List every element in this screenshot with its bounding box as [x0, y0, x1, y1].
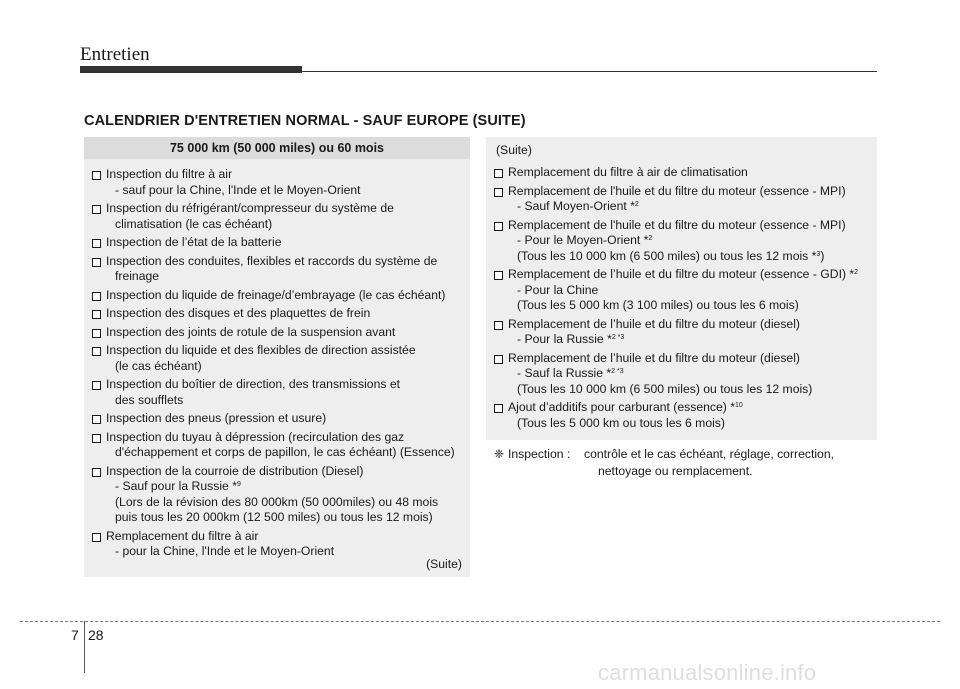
item-text	[508, 218, 869, 265]
item-line	[106, 411, 462, 427]
checkbox-icon	[494, 188, 503, 197]
checklist-item	[92, 325, 462, 341]
maintenance-column-left	[84, 137, 470, 577]
continued-label-top: (Suite)	[496, 143, 532, 157]
item-line-text: - Sauf pour la Russie *	[115, 479, 237, 493]
note-text	[584, 446, 877, 480]
checklist-item	[92, 201, 462, 232]
checklist-item	[494, 317, 869, 348]
item-line-text: Inspection des conduites, flexibles et raccords du système de	[106, 253, 438, 268]
watermark: carmanualsonline.info	[598, 660, 817, 685]
item-line	[508, 199, 869, 215]
item-line-text: freinage	[115, 269, 160, 283]
item-line	[106, 544, 462, 560]
note-symbol-icon: ❈	[494, 447, 505, 461]
item-line-text: Remplacement de l’huile et du filtre du moteur (diesel)	[508, 350, 800, 365]
item-line	[106, 495, 462, 511]
checkbox-icon	[92, 434, 101, 443]
item-text	[106, 167, 462, 198]
footnote-marker: 2 *3	[611, 368, 624, 375]
left-item-list	[84, 159, 470, 560]
checkbox-icon	[92, 171, 101, 180]
item-line	[106, 306, 462, 322]
item-line-text: Inspection de l’état de la batterie	[106, 235, 282, 249]
checklist-item	[92, 288, 462, 304]
footer-dashed-rule	[20, 621, 940, 622]
checkbox-icon	[92, 347, 101, 356]
item-line	[106, 529, 462, 545]
footnote-marker: 2 *3	[611, 334, 625, 341]
item-line	[508, 351, 869, 367]
footnote-marker: 2	[854, 269, 859, 276]
item-line-text: - Pour la Russie *	[517, 332, 612, 346]
checklist-item	[494, 267, 869, 314]
item-line-text: Remplacement de l'huile et du filtre du moteur (essence - MPI)	[508, 217, 846, 232]
checklist-item	[494, 184, 869, 215]
item-text	[106, 411, 462, 427]
item-line-text: - Sauf Moyen-Orient *	[517, 199, 635, 213]
item-line-text: Inspection du réfrigérant/compresseur du système de	[106, 201, 394, 215]
checkbox-icon	[494, 271, 503, 280]
checklist-item	[92, 343, 462, 374]
item-line-text: climatisation (le cas échéant)	[115, 216, 273, 231]
item-text	[106, 529, 462, 560]
item-line-text: (Tous les 10 000 km (6 500 miles) ou tous les 12 mois)	[517, 381, 813, 396]
item-line	[508, 382, 869, 398]
item-line	[106, 217, 462, 233]
item-line	[508, 267, 869, 283]
item-line-text: Inspection des pneus (pression et usure)	[106, 411, 327, 425]
header-bar	[80, 66, 302, 73]
item-line-text: Inspection du filtre à air	[106, 167, 233, 181]
item-line-text: Inspection du liquide de freinage/d’embrayage (le cas échéant)	[106, 287, 446, 302]
item-line-text: - Pour le Moyen-Orient *	[517, 233, 649, 247]
item-text	[106, 201, 462, 232]
checkbox-icon	[494, 321, 503, 330]
item-line-text: Inspection du tuyau à dépression (recirculation des gaz	[106, 429, 405, 444]
inspection-note	[494, 446, 877, 480]
checklist-item	[494, 351, 869, 398]
maintenance-column-right	[486, 137, 877, 440]
item-line	[106, 343, 462, 359]
item-text	[106, 254, 462, 285]
footnote-marker: 9	[236, 481, 241, 488]
item-text	[106, 377, 462, 408]
checkbox-icon	[494, 355, 503, 364]
item-line	[106, 445, 462, 461]
section-title: CALENDRIER D'ENTRETIEN NORMAL - SAUF EUROPE (SUITE)	[84, 113, 526, 129]
item-line	[508, 218, 869, 234]
header-rule	[302, 71, 877, 72]
right-item-list	[486, 165, 877, 431]
item-line	[508, 165, 869, 181]
checkbox-icon	[92, 381, 101, 390]
item-line-text: - Pour la Chine	[517, 282, 599, 297]
checkbox-icon	[92, 292, 101, 301]
checklist-item	[494, 400, 869, 431]
item-line	[508, 249, 869, 265]
checkbox-icon	[92, 415, 101, 424]
item-line	[508, 283, 869, 299]
item-line	[106, 235, 462, 251]
item-line	[106, 167, 462, 183]
item-line	[106, 377, 462, 393]
item-text	[508, 400, 869, 431]
checkbox-icon	[92, 205, 101, 214]
checklist-item	[92, 306, 462, 322]
item-line-text: (Tous les 5 000 km (3 100 miles) ou tous les 6 mois)	[517, 298, 799, 312]
checkbox-icon	[92, 258, 101, 267]
item-line	[508, 400, 869, 416]
item-line-text: d'échappement et corps de papillon, le cas échéant) (Essence)	[115, 445, 455, 459]
checkbox-icon	[92, 533, 101, 542]
interval-heading: 75 000 km (50 000 miles) ou 60 mois	[84, 137, 470, 159]
item-line	[106, 510, 462, 526]
item-line-text: (Lors de la révision des 80 000km (50 000miles) ou 48 mois	[115, 494, 439, 509]
item-text	[508, 317, 869, 348]
checklist-item	[494, 218, 869, 265]
footnote-marker: 10	[734, 402, 743, 409]
item-line-text: (Tous les 5 000 km ou tous les 6 mois)	[517, 415, 725, 430]
chapter-title: Entretien	[80, 44, 150, 65]
item-line-text: - pour la Chine, l'Inde et le Moyen-Orient	[115, 544, 335, 558]
item-line-text: des soufflets	[115, 392, 184, 407]
item-line	[508, 184, 869, 200]
item-line-text: Remplacement de l'huile et du filtre du moteur (essence - MPI)	[508, 183, 846, 198]
item-line-text: Inspection des joints de rotule de la suspension avant	[106, 324, 396, 339]
checkbox-icon	[92, 329, 101, 338]
item-text	[106, 235, 462, 251]
item-line	[508, 366, 869, 382]
note-text-line1: contrôle et le cas échéant, réglage, correction,	[584, 447, 834, 461]
item-text	[106, 288, 462, 304]
item-text	[106, 325, 462, 341]
item-line-text: Remplacement du filtre à air de climatisation	[508, 165, 748, 179]
item-text	[508, 351, 869, 398]
checklist-item	[92, 430, 462, 461]
checklist-item	[92, 464, 462, 526]
checklist-item	[92, 529, 462, 560]
item-line-text: Remplacement de l’huile et du filtre du moteur (essence - GDI) *	[508, 267, 855, 281]
item-line	[106, 325, 462, 341]
footnote-marker: 2	[634, 201, 639, 208]
item-line	[106, 393, 462, 409]
checkbox-icon	[494, 169, 503, 178]
item-line	[508, 233, 869, 249]
item-line-text: - sauf pour la Chine, l'Inde et le Moyen-Orient	[115, 182, 361, 197]
item-line	[106, 359, 462, 375]
item-line-text: puis tous les 20 000km (12 500 miles) ou tous les 12 mois)	[115, 510, 433, 524]
item-line-text: Inspection du boîtier de direction, des transmissions et	[106, 377, 401, 391]
footer-divider	[84, 621, 85, 673]
item-text	[106, 430, 462, 461]
item-line-text: (Tous les 10 000 km (6 500 miles) ou tous les 12 mois *	[517, 248, 817, 263]
item-line	[106, 479, 462, 495]
item-line	[508, 416, 869, 432]
checkbox-icon	[494, 404, 503, 413]
item-line	[106, 254, 462, 270]
checklist-item	[494, 165, 869, 181]
item-line-text: Remplacement de l’huile et du filtre du moteur (diesel)	[508, 316, 800, 331]
item-text	[106, 343, 462, 374]
checkbox-icon	[92, 239, 101, 248]
checkbox-icon	[92, 468, 101, 477]
page-number: 28	[88, 627, 104, 643]
item-text	[508, 267, 869, 314]
item-line	[508, 298, 869, 314]
chapter-number: 7	[71, 627, 79, 643]
item-text	[508, 184, 869, 215]
note-label: Inspection :	[508, 447, 571, 461]
item-line-text: Inspection des disques et des plaquettes de frein	[106, 306, 371, 320]
item-line-text: Ajout d’additifs pour carburant (essence) *	[508, 400, 735, 414]
note-text-line2: nettoyage ou remplacement.	[598, 464, 753, 478]
checklist-item	[92, 235, 462, 251]
item-line	[106, 288, 462, 304]
checklist-item	[92, 377, 462, 408]
checkbox-icon	[92, 310, 101, 319]
item-line-text: - Sauf la Russie *	[517, 366, 612, 380]
item-line	[106, 269, 462, 285]
item-text	[106, 464, 462, 526]
item-line-text: Inspection de la courroie de distribution (Diesel)	[106, 463, 364, 478]
checklist-item	[92, 167, 462, 198]
item-line	[106, 430, 462, 446]
item-line	[508, 317, 869, 333]
item-text	[508, 165, 869, 181]
checklist-item	[92, 411, 462, 427]
item-line	[106, 183, 462, 199]
item-line	[106, 464, 462, 480]
checklist-item	[92, 254, 462, 285]
footnote-marker: 2	[648, 235, 653, 242]
item-line-text: (le cas échéant)	[115, 358, 202, 373]
checkbox-icon	[494, 222, 503, 231]
item-line	[106, 201, 462, 217]
continued-label: (Suite)	[426, 557, 462, 571]
item-text	[106, 306, 462, 322]
item-line-text: Remplacement du filtre à air	[106, 528, 259, 543]
item-line-end: )	[820, 248, 825, 263]
item-line-text: Inspection du liquide et des flexibles de direction assistée	[106, 343, 416, 357]
footnote-marker: 3	[816, 250, 821, 258]
item-line	[508, 332, 869, 348]
